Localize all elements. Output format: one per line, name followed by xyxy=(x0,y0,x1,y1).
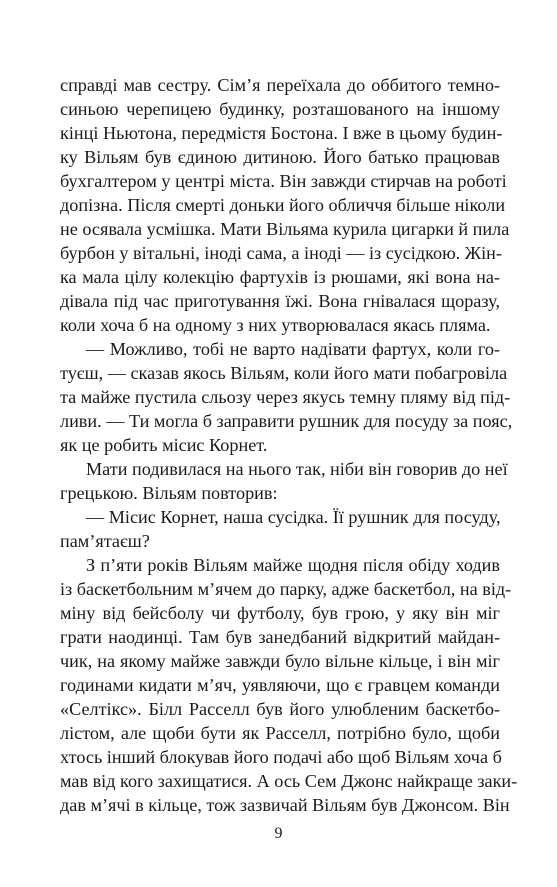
text-line: бухгалтером у центрі міста. Він завжди стирчав на роботі xyxy=(60,171,507,191)
text-line: лістом, але щоби бути як Расселл, потрібно було, щоби xyxy=(60,723,500,743)
text-line: справді мав сестру. Сім’я переїхала до оббитого темно- xyxy=(60,75,500,95)
text-line: синьою черепицею будинку, розташованого на іншому xyxy=(60,99,500,119)
text-line: туєш, — сказав якось Вільям, коли його мати побагровіла xyxy=(60,363,508,383)
text-line: мав від кого захищатися. А ось Сем Джонс найкраще заки- xyxy=(60,771,518,791)
text-line: та майже пустила сльозу через якусь темну пляму від під- xyxy=(60,387,511,407)
text-line: грецькою. Вільям повторив: xyxy=(60,483,278,503)
text-line: допізна. Після смерті доньки його обличчя більше ніколи xyxy=(60,195,506,215)
text-line: пам’ятаєш? xyxy=(60,531,150,551)
text-line: — Місис Корнет, наша сусідка. Її рушник для посуду, xyxy=(86,507,501,527)
page-number: 9 xyxy=(274,825,283,842)
text-line: ливи. — Ти могла б заправити рушник для посуду за пояс, xyxy=(60,411,513,431)
text-line: коли хоча б на одному з них утворювалася якась пляма. xyxy=(60,315,491,335)
text-line: З п’яти років Вільям майже щодня після обіду ходив xyxy=(86,555,500,575)
text-line: годинами кидати м’яч, уявляючи, що є гравцем команди xyxy=(60,675,500,695)
text-line: ка мала цілу колекцію фартухів із рюшами, які вона на- xyxy=(60,267,500,287)
text-line: дівала під час приготування їжі. Вона гнівалася щоразу, xyxy=(60,291,500,311)
text-line: як це робить місис Корнет. xyxy=(60,435,268,455)
text-line: Мати подивилася на нього так, ніби він говорив до неї xyxy=(86,459,508,479)
text-line: «Селтікс». Білл Расселл був його улюбленим баскетбо- xyxy=(60,699,500,719)
text-line: бурбон у вітальні, іноді сама, а іноді — із сусідкою. Жін- xyxy=(60,243,502,263)
text-line: не осявала усмішка. Мати Вільяма курила цигарки й пила xyxy=(60,219,510,239)
text-line: чик, на якому майже завжди було вільне кільце, і він міг xyxy=(60,651,500,671)
text-line: — Можливо, тобі не варто надівати фартух, коли го- xyxy=(86,339,500,359)
text-line: хтось інший блокував його подачі або щоб Вільям хоча б xyxy=(60,747,502,767)
text-line: міну від бейсболу чи футболу, був грою, у яку він міг xyxy=(60,603,500,623)
text-line: дав м’ячі в кільце, тож зазвичай Вільям був Джонсом. Він xyxy=(60,795,510,815)
text-line: грати наодинці. Там був занедбаний відкритий майдан- xyxy=(60,627,500,647)
text-line: із баскетбольним м’ячем до парку, адже баскетбол, на від- xyxy=(60,579,512,599)
text-line: кінці Ньютона, передмістя Бостона. І вже в цьому будин- xyxy=(60,123,503,143)
text-line: ку Вільям був єдиною дитиною. Його батько працював xyxy=(60,147,500,167)
